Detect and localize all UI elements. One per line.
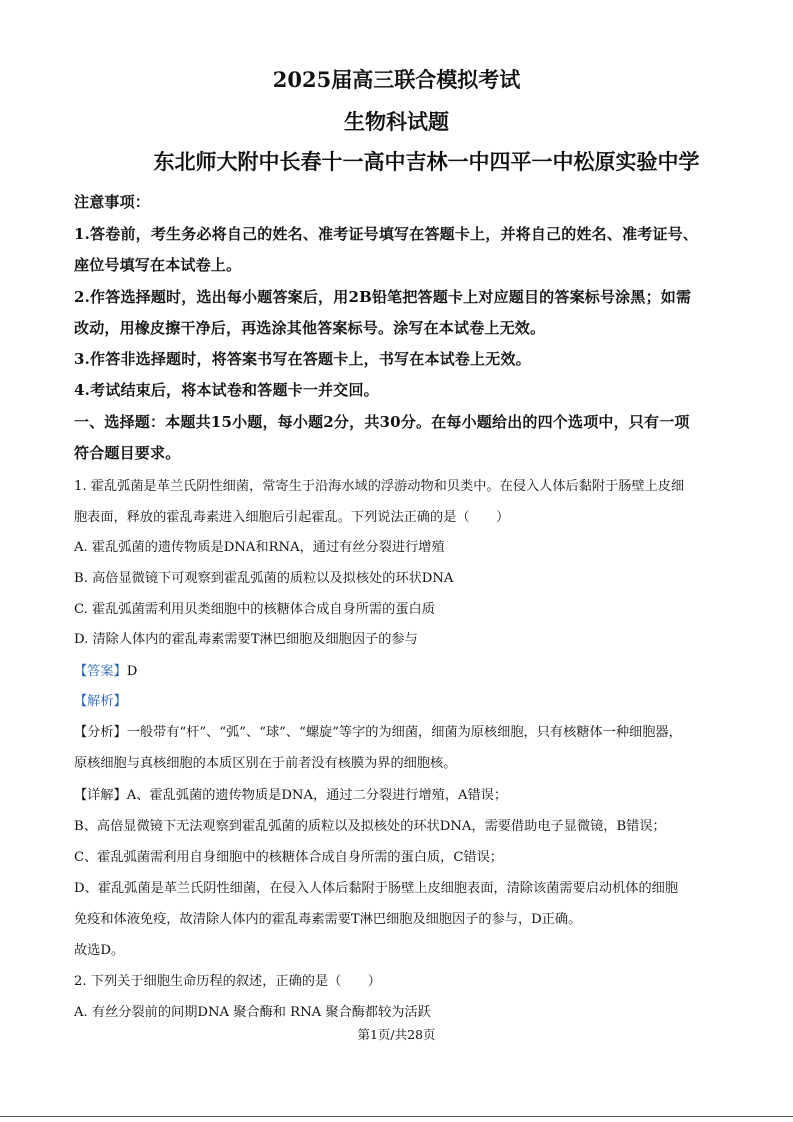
xiangjie-tag: 【详解】 xyxy=(74,788,127,803)
section-heading: 一、选择题：本题共15小题，每小题2分，共30分。在每小题给出的四个选项中，只有一项 xyxy=(74,413,690,431)
exam-title: 2025届高三联合模拟考试 xyxy=(272,67,521,92)
analysis-xiangjie xyxy=(74,784,734,803)
xiangjie-line: D、霍乱弧菌是革兰氏阴性细菌，在侵入人体后黏附于肠壁上皮细胞表面，清除该菌需要启动机体的细胞 xyxy=(74,881,679,896)
xiangjie-line: C、霍乱弧菌需利用自身细胞中的核糖体合成自身所需的蛋白质，C错误； xyxy=(74,850,503,865)
answer-row xyxy=(74,660,734,679)
analysis-fenxi-cont: 原核细胞与真核细胞的本质区别在于前者没有核膜为界的细胞核。 xyxy=(74,756,457,771)
notice-item: 1.答卷前，考生务必将自己的姓名、准考证号填写在答题卡上，并将自己的姓名、准考证号、 xyxy=(74,225,699,243)
page-number: 第1页/共28页 xyxy=(357,1027,436,1042)
xiangjie-line: B、高倍显微镜下无法观察到霍乱弧菌的质粒以及拟核处的环状DNA，需要借助电子显微镜，B错误； xyxy=(74,819,666,834)
fenxi-text: 一般带有“杆”、“弧”、“球”、“螺旋”等字的为细菌，细菌为原核细胞，只有核糖体一种细胞器， xyxy=(126,725,682,740)
exam-subject: 生物科试题 xyxy=(344,109,449,134)
notice-item: 改动，用橡皮擦干净后，再选涂其他答案标号。涂写在本试卷上无效。 xyxy=(74,319,546,337)
answer-value: D xyxy=(126,664,138,679)
question-1-stem-cont: 胞表面，释放的霍乱毒素进入细胞后引起霍乱。下列说法正确的是（ ） xyxy=(74,510,510,525)
notice-heading: 注意事项： xyxy=(74,193,151,211)
section-heading-cont: 符合题目要求。 xyxy=(74,444,181,462)
answer-tag: 【答案】 xyxy=(74,664,127,679)
xiangjie-line: 免疫和体液免疫，故清除人体内的霍乱毒素需要T淋巴细胞及细胞因子的参与，D正确。 xyxy=(74,912,582,927)
question-2-stem: 2. 下列关于细胞生命历程的叙述，正确的是（ ） xyxy=(74,974,381,989)
notice-item: 座位号填写在本试卷上。 xyxy=(74,256,242,274)
analysis-tag: 【解析】 xyxy=(74,694,127,709)
fenxi-tag: 【分析】 xyxy=(74,725,127,740)
conclusion: 故选D。 xyxy=(74,943,125,958)
question-1-option-c: C. 霍乱弧菌需利用贝类细胞中的核糖体合成自身所需的蛋白质 xyxy=(74,602,435,617)
question-1-option-a: A. 霍乱弧菌的遗传物质是DNA和RNA，通过有丝分裂进行增殖 xyxy=(74,540,445,555)
question-1-stem: 1. 霍乱弧菌是革兰氏阴性细菌，常寄生于沿海水域的浮游动物和贝类中。在侵入人体后黏附于肠壁上皮细 xyxy=(74,479,685,494)
notice-item: 3.作答非选择题时，将答案书写在答题卡上，书写在本试卷上无效。 xyxy=(74,350,531,368)
question-1-option-d: D. 清除人体内的霍乱毒素需要T淋巴细胞及细胞因子的参与 xyxy=(74,632,418,647)
notice-item: 2.作答选择题时，选出每小题答案后，用2B铅笔把答题卡上对应题目的答案标号涂黑；如需 xyxy=(74,288,692,306)
notice-item: 4.考试结束后，将本试卷和答题卡一并交回。 xyxy=(74,381,379,399)
exam-schools: 东北师大附中长春十一高中吉林一中四平一中松原实验中学 xyxy=(153,149,700,174)
analysis-fenxi xyxy=(74,721,734,740)
xiangjie-text: A、霍乱弧菌的遗传物质是DNA，通过二分裂进行增殖，A错误； xyxy=(126,788,508,803)
question-2-option-a: A. 有丝分裂前的间期DNA 聚合酶和 RNA 聚合酶都较为活跃 xyxy=(74,1005,431,1020)
question-1-option-b: B. 高倍显微镜下可观察到霍乱弧菌的质粒以及拟核处的环状DNA xyxy=(74,571,454,586)
bottom-divider xyxy=(0,1116,793,1117)
